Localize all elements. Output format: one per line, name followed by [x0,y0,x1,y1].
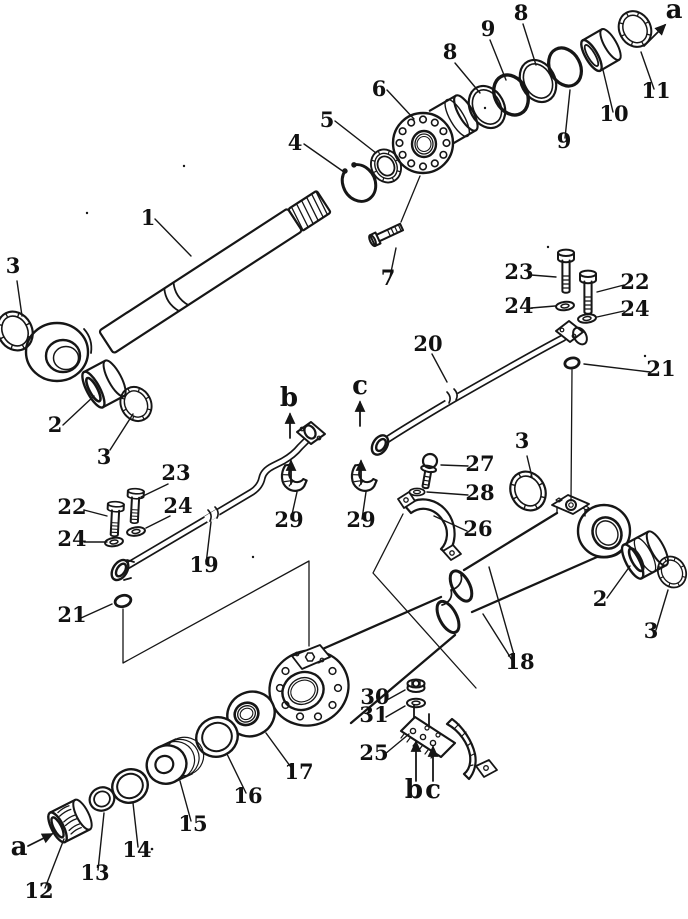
part-label-3: 3 [514,428,530,453]
dust-seal-ring-3-right [115,381,158,426]
part-label-7: 7 [380,265,396,290]
guide-sleeve-12 [45,797,96,845]
pipe-19-lower-flange [108,557,134,583]
part-label-27: 27 [465,451,495,476]
part-label-8: 8 [513,0,529,25]
part-label-4: 4 [287,130,303,155]
part-label-24: 24 [504,293,534,318]
part-label-1: 1 [140,205,156,230]
part-label-10: 10 [599,101,629,126]
part-label-21: 21 [646,356,676,381]
pipe-clamp-29-left [280,463,308,493]
assembly-reference-lines [123,176,572,688]
part-label-2: 2 [592,586,608,611]
cylinder-tube-18 [257,495,630,738]
mount-bracket-25 [401,705,455,758]
view-letter-a: a [10,832,28,862]
clamp-strap-lower [447,719,497,779]
dust-seal-ring-3-right2 [652,551,688,592]
part-label-12: 12 [24,878,54,903]
part-label-31: 31 [359,702,389,727]
part-label-24: 24 [163,493,193,518]
part-label-18: 18 [505,649,535,674]
part-label-22: 22 [57,494,87,519]
part-label-9: 9 [556,128,572,153]
pipe-20 [368,321,589,458]
clamp-band-26 [398,492,461,560]
view-a-arrow-bottom [28,834,52,846]
pipe-clamp-29-right [350,463,378,493]
part-label-9: 9 [480,16,496,41]
part-label-26: 26 [463,516,493,541]
part-label-24: 24 [57,526,87,551]
washer-24-right-upper [556,301,575,311]
part-label-2: 2 [47,412,63,437]
part-label-29: 29 [346,507,376,532]
bolt-22-right [580,271,596,314]
washer-24-left-upper [127,526,146,537]
view-letter-b: b [404,775,424,805]
view-letter-a: a [665,0,683,25]
piston-rod [99,190,331,354]
dust-seal-ring-3-head [504,465,553,516]
leader-lines [17,24,671,888]
bolt-23-right [558,250,574,293]
part-label-3: 3 [96,444,112,469]
part-label-25: 25 [359,740,389,765]
bearing-ring-11 [613,5,658,52]
part-label-24: 24 [620,296,650,321]
bolt-23-left [126,488,144,523]
washer-24-right-lower [578,313,597,323]
view-letter-c: c [352,371,368,401]
o-ring-21-right [564,357,580,370]
part-label-15: 15 [178,811,208,836]
part-label-29: 29 [274,507,304,532]
o-ring-21-left [114,594,132,609]
part-label-19: 19 [189,552,219,577]
view-letter-b: b [279,383,299,413]
part-label-3: 3 [643,618,659,643]
part-label-8: 8 [442,39,458,64]
bolt-7 [368,222,404,247]
part-label-23: 23 [161,460,191,485]
rod-eye [26,323,91,381]
part-label-20: 20 [413,331,443,356]
part-label-3: 3 [5,253,21,278]
part-labels [6,0,683,903]
nut-30 [408,680,425,693]
part-label-13: 13 [80,860,110,885]
part-label-17: 17 [284,759,314,784]
rod-eye-bushing-2 [78,358,129,411]
part-label-11: 11 [641,78,671,103]
part-label-21: 21 [57,602,87,627]
part-label-6: 6 [371,76,387,101]
part-label-5: 5 [319,107,335,132]
part-label-16: 16 [233,783,263,808]
part-label-30: 30 [360,684,390,709]
washer-31 [407,699,425,707]
bolt-27 [418,453,439,490]
part-label-14: 14 [122,837,152,862]
bushing-10 [578,26,625,73]
part-label-23: 23 [504,259,534,284]
part-label-28: 28 [465,480,495,505]
view-letter-c: c [425,775,441,805]
part-label-22: 22 [620,269,650,294]
bolt-22-left [106,501,124,536]
